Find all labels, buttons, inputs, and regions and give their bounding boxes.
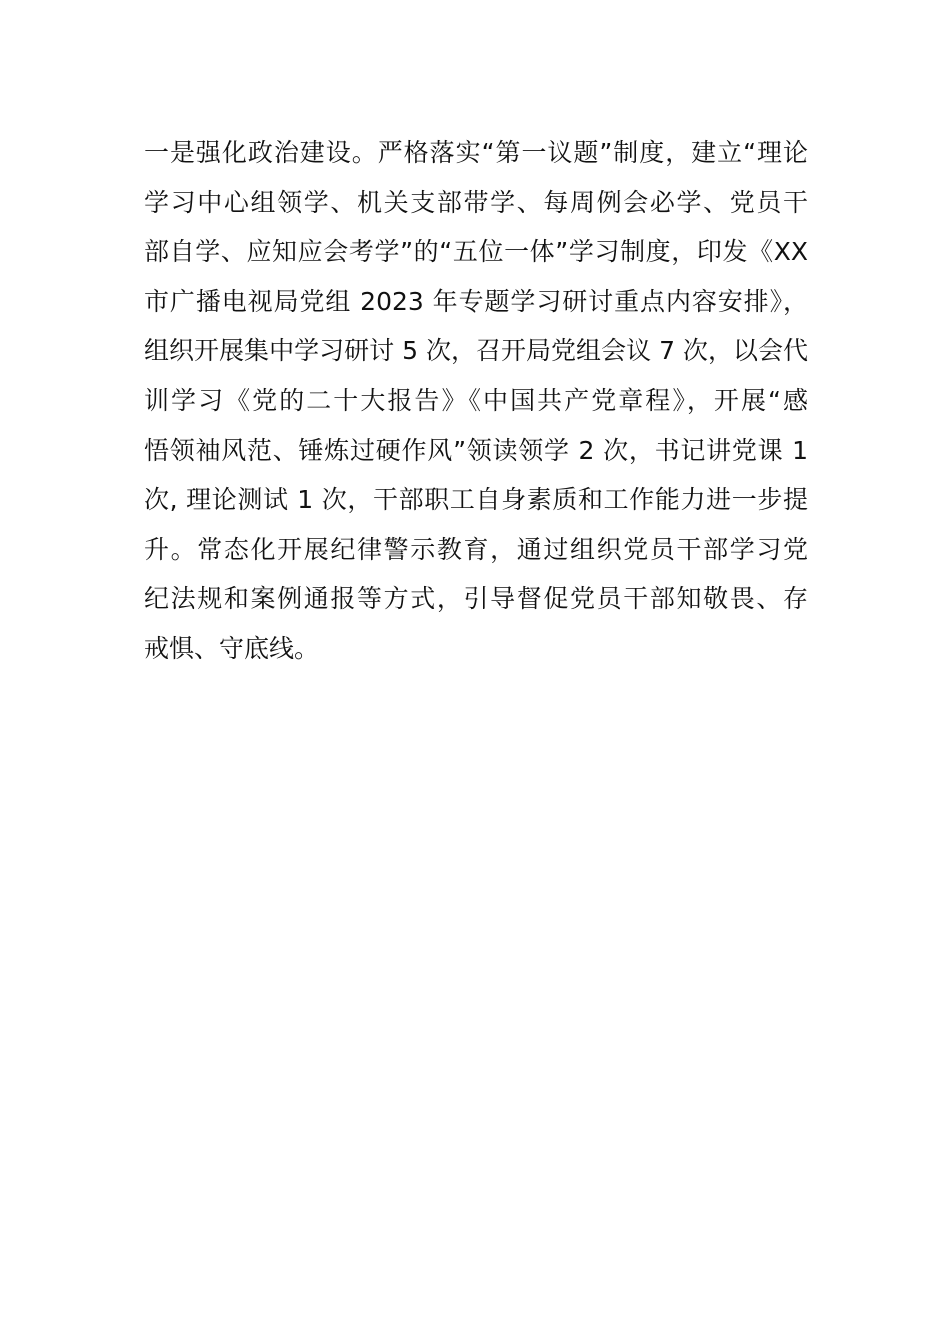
paragraph-line: 一是强化政治建设。严格落实“第一议题”制度，建立“理论 [144, 138, 808, 167]
paragraph-line: 戒惧、守底线。 [144, 633, 320, 663]
paragraph-line: 组织开展集中学习研讨 5 次，召开局党组会议 7 次，以会代 [144, 336, 808, 366]
paragraph-line: 部自学、应知应会考学”的“五位一体”学习制度，印发《XX [144, 237, 808, 267]
body-paragraph [144, 128, 808, 674]
paragraph-line: 纪法规和案例通报等方式，引导督促党员干部知敬畏、存 [144, 584, 808, 614]
paragraph-line: 市广播电视局党组 2023 年专题学习研讨重点内容安排》， [144, 286, 808, 316]
paragraph-line: 升。常态化开展纪律警示教育，通过组织党员干部学习党 [144, 534, 808, 564]
paragraph-line: 次, 理论测试 1 次，干部职工自身素质和工作能力进一步提 [144, 485, 808, 515]
paragraph-line: 学习中心组领学、机关支部带学、每周例会必学、党员干 [144, 187, 808, 217]
paragraph-line: 悟领袖风范、锤炼过硬作风”领读领学 2 次，书记讲党课 1 [144, 435, 808, 465]
paragraph-line: 训学习《党的二十大报告》《中国共产党章程》，开展“感 [144, 385, 808, 415]
